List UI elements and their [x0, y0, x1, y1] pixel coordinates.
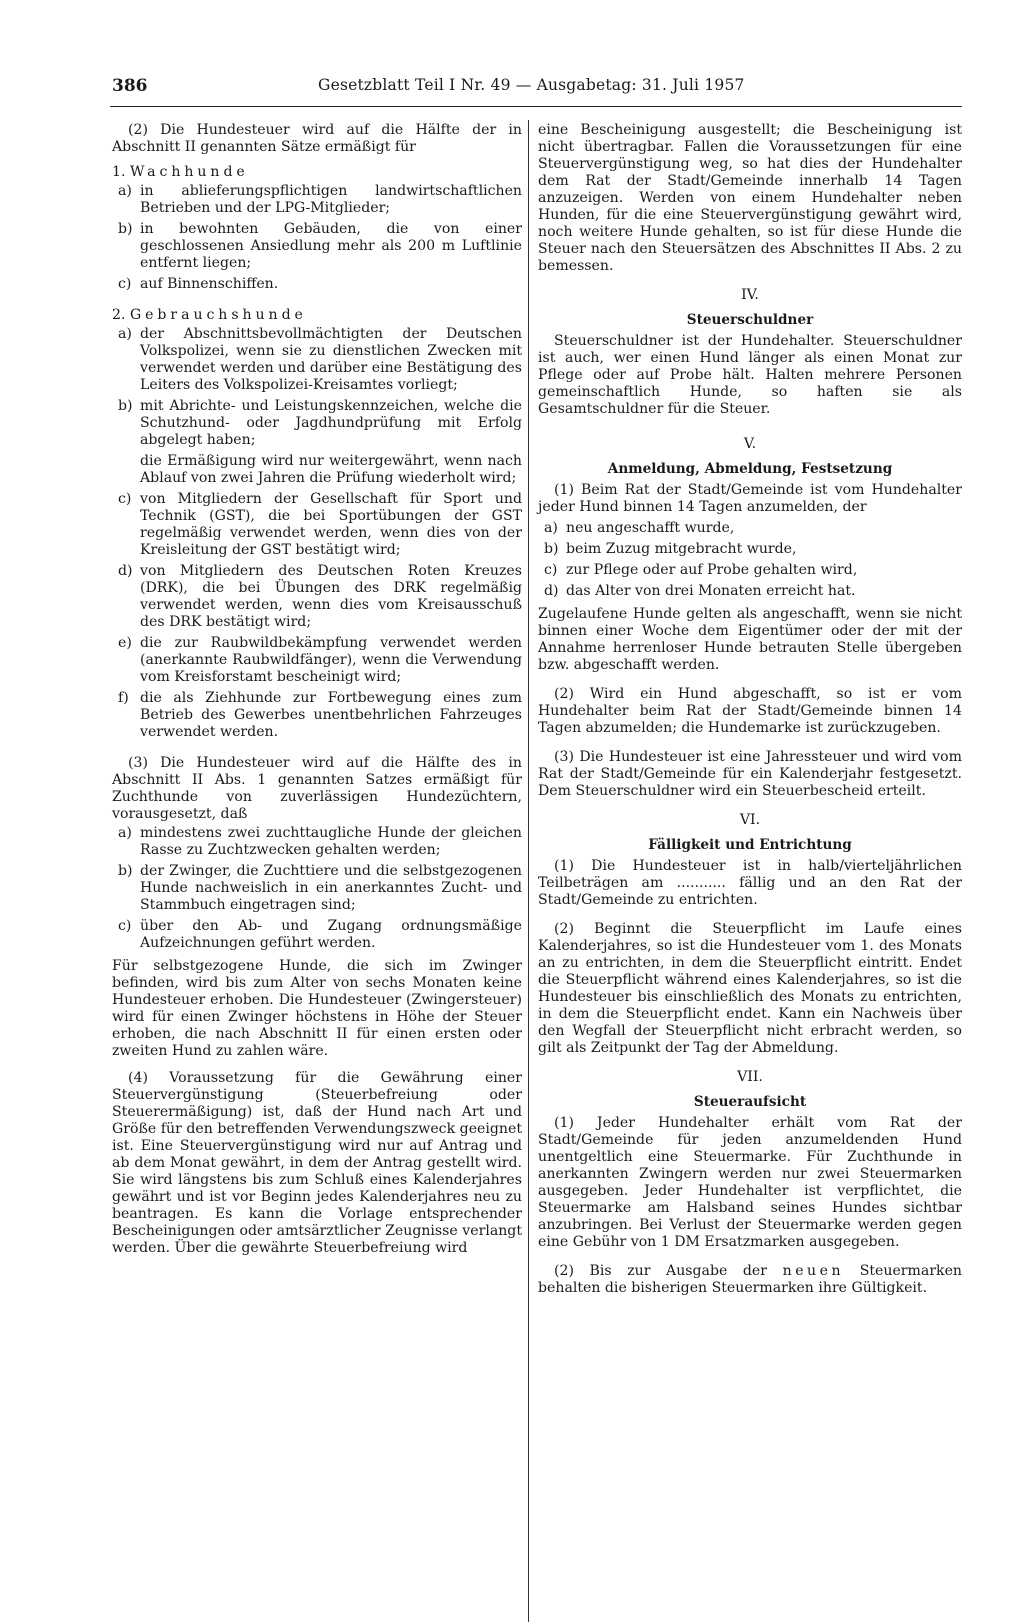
- list-item: e) die zur Raubwildbekämpfung verwendet werden (anerkannte Raubwildfänger), wenn die Verwendung vom Kreisforstamt bescheinigt wird;: [118, 635, 522, 685]
- section-v-paragraph-2: (2) Wird ein Hund abgeschafft, so ist er vom Hundehalter beim Rat der Stadt/Gemeinde binnen 14 Tagen abzumelden; die Hundemarke ist zurückzugeben.: [538, 686, 962, 736]
- list-item: d) von Mitgliedern des Deutschen Roten Kreuzes (DRK), die bei Übungen des DRK regelmäßig verwendet werden, wenn dies vom Kreisausschuß des DRK bestätigt wird;: [118, 563, 522, 630]
- list-item: b) der Zwinger, die Zuchttiere und die selbstgezogenen Hunde nachweislich in ein anerkanntes Zucht- und Stammbuch eingetragen sind;: [118, 863, 522, 913]
- section-vii-number: VII.: [737, 1069, 763, 1085]
- section-v-title: Anmeldung, Abmeldung, Festsetzung: [607, 461, 893, 477]
- list-item: d) das Alter von drei Monaten erreicht hat.: [544, 583, 856, 599]
- section-v-paragraph-3: (3) Die Hundesteuer ist eine Jahressteuer und wird vom Rat der Stadt/Gemeinde für ein Kalenderjahr festgesetzt. Dem Steuerschuldner wird ein Steuerbescheid erteilt.: [538, 749, 962, 799]
- list-item: c) über den Ab- und Zugang ordnungsmäßige Aufzeichnungen geführt werden.: [118, 918, 522, 951]
- section-iv-text: Steuerschuldner ist der Hundehalter. Steuerschuldner ist auch, wer einen Hund länger als einen Monat zur Pflege oder auf Probe hält. Halten mehrere Personen gemeinschaftlich Hunde, so haften sie als Gesamtschuldner für die Steuer.: [538, 333, 962, 417]
- section-wachhunde: [112, 164, 522, 293]
- section-iv-title: Steuerschuldner: [686, 312, 814, 328]
- section-vii-title: Steueraufsicht: [693, 1094, 807, 1110]
- list-item: b) mit Abrichte- und Leistungskennzeichen, welche die Schutzhund- oder Jagdhundprüfung mit Erfolg abgelegt haben; die Ermäßigung wird nur weitergewährt, wenn nach Ablauf von zwei Jahren die Prüfung wiederholt wird;: [118, 398, 522, 486]
- list-item: f) die als Ziehhunde zur Fortbewegung eines zum Betrieb des Gewerbes unentbehrlichen Fahrzeuges verwendet werden.: [118, 690, 522, 740]
- paragraph-3-tail: Für selbstgezogene Hunde, die sich im Zwinger befinden, wird bis zum Alter von sechs Monaten keine Hundesteuer erhoben. Die Hundesteuer (Zwingersteuer) wird für einen Zwinger höchstens in Höhe der Steuer erhoben, die nach Abschnitt II für einen ersten oder zweiten Hund zu zahlen wäre.: [112, 958, 522, 1059]
- emphasis-neuen: neuen: [782, 1263, 845, 1279]
- left-column: [112, 122, 522, 1265]
- paragraph-continued: eine Bescheinigung ausgestellt; die Bescheinigung ist nicht übertragbar. Fallen die Voraussetzungen für eine Steuervergünstigung weg, so hat dies der Hundehalter dem Rat der Stadt/Gemeinde innerhalb 14 Tagen anzuzeigen. Werden von einem Hundehalter neben Hunden, für die eine Steuervergünstigung gewährt wird, noch weitere Hunde gehalten, so ist für diese Hunde die Steuer nach den Steuersätzen des Abschnittes II Abs. 2 zu bemessen.: [538, 122, 962, 274]
- list-item: b) in bewohnten Gebäuden, die von einer geschlossenen Ansiedlung mehr als 200 m Luftlinie entfernt liegen;: [118, 221, 522, 271]
- list-item: c) zur Pflege oder auf Probe gehalten wird,: [544, 562, 858, 578]
- section-gebrauchshunde: [112, 307, 522, 741]
- section-v-tail: Zugelaufene Hunde gelten als angeschafft, wenn sie nicht binnen einer Woche dem Eigentümer oder der mit der Annahme herrenloser Hunde betrauten Stelle übergeben bzw. abgeschafft werden.: [538, 606, 962, 673]
- list-item: b) beim Zuzug mitgebracht wurde,: [544, 541, 797, 557]
- list-item: a) neu angeschafft wurde,: [544, 520, 735, 536]
- section-iv-number: IV.: [741, 287, 759, 303]
- paragraph-4: (4) Voraussetzung für die Gewährung einer Steuervergünstigung (Steuerbefreiung oder Steuerermäßigung) ist, daß der Hund nach Art und Größe für den betreffenden Verwendungszweck geeignet ist. Eine Steuervergünstigung wird nur auf Antrag und ab dem Monat gewährt, in dem der Antrag gestellt wird. Sie wird längstens bis zum Schluß eines Kalenderjahres gewährt und ist vor Beginn jedes Kalenderjahres neu zu beantragen. Es kann die Vorlage entsprechender Bescheinigungen oder amtsärztlicher Zeugnisse verlangt werden. Über die gewährte Steuerbefreiung wird: [112, 1070, 522, 1256]
- paragraph-3: (3) Die Hundesteuer wird auf die Hälfte des in Abschnitt II Abs. 1 genannten Satzes ermäßigt für Zuchthunde von zuverlässigen Hundezüchtern, vorausgesetzt, daß: [112, 755, 522, 822]
- list-item: c) von Mitgliedern der Gesellschaft für Sport und Technik (GST), die bei Sportübungen der GST regelmäßig verwendet werden, wenn dies von der Kreisleitung der GST bestätigt wird;: [118, 491, 522, 558]
- paragraph-2: (2) Die Hundesteuer wird auf die Hälfte der in Abschnitt II genannten Sätze ermäßigt für: [112, 122, 522, 155]
- section-v-number: V.: [743, 436, 757, 452]
- running-title: Gesetzblatt Teil I Nr. 49 — Ausgabetag: 31. Juli 1957: [318, 76, 745, 94]
- header-rule: [110, 106, 962, 107]
- section-number: 1.: [112, 164, 126, 180]
- section-vii-paragraph-2: (2) Bis zur Ausgabe der neuen Steuermarken behalten die bisherigen Steuermarken ihre Gültigkeit.: [538, 1263, 963, 1296]
- section-v-paragraph-1: (1) Beim Rat der Stadt/Gemeinde ist vom Hundehalter jeder Hund binnen 14 Tagen anzumelden, der: [538, 482, 962, 515]
- page-header: [0, 76, 1024, 102]
- section-number: 2.: [112, 307, 126, 323]
- column-divider: [528, 120, 529, 1622]
- section-vi-number: VI.: [739, 812, 761, 828]
- section-vi-title: Fälligkeit und Entrichtung: [648, 837, 852, 853]
- section-heading: Wachhunde: [129, 164, 249, 180]
- list-item: a) mindestens zwei zuchttaugliche Hunde der gleichen Rasse zu Zuchtzwecken gehalten werden;: [118, 825, 522, 858]
- page-number: 386: [112, 76, 148, 96]
- section-vi-paragraph-1: (1) Die Hundesteuer ist in halb/vierteljährlichen Teilbeträgen am ........... fällig und an den Rat der Stadt/Gemeinde zu entrichten.: [538, 858, 962, 908]
- list-item: a) in ablieferungspflichtigen landwirtschaftlichen Betrieben und der LPG-Mitglieder;: [118, 183, 522, 216]
- section-heading: Gebrauchshunde: [129, 307, 307, 323]
- section-vii-paragraph-1: (1) Jeder Hundehalter erhält vom Rat der Stadt/Gemeinde für jeden anzumeldenden Hund unentgeltlich eine Steuermarke. Für Zuchthunde in anerkannten Zwingern werden nur zwei Steuermarken ausgegeben. Jeder Hundehalter ist verpflichtet, die Steuermarke am Halsband seines Hundes sichtbar anzubringen. Bei Verlust der Steuermarke werden gegen eine Gebühr von 1 DM Ersatzmarken ausgegeben.: [538, 1115, 962, 1250]
- list-item: a) der Abschnittsbevollmächtigten der Deutschen Volkspolizei, wenn sie zu dienstlichen Zwecken mit verwendet werden und darüber eine Bestätigung des Leiters des Volkspolizei-Kreisamtes vorliegt;: [118, 326, 522, 393]
- list-item: c) auf Binnenschiffen.: [118, 276, 279, 292]
- right-column: [538, 122, 962, 1305]
- section-vi-paragraph-2: (2) Beginnt die Steuerpflicht im Laufe eines Kalenderjahres, so ist die Hundesteuer vom 1. des Monats an zu entrichten, in dem die Steuerpflicht eintritt. Endet die Steuerpflicht während eines Kalenderjahres, so ist die Hundesteuer bis einschließlich des Monats zu entrichten, in dem die Steuerpflicht endet. Kann ein Nachweis über den Wegfall der Steuerpflicht nicht erbracht werden, so gilt als Zeitpunkt der Tag der Abmeldung.: [538, 921, 962, 1056]
